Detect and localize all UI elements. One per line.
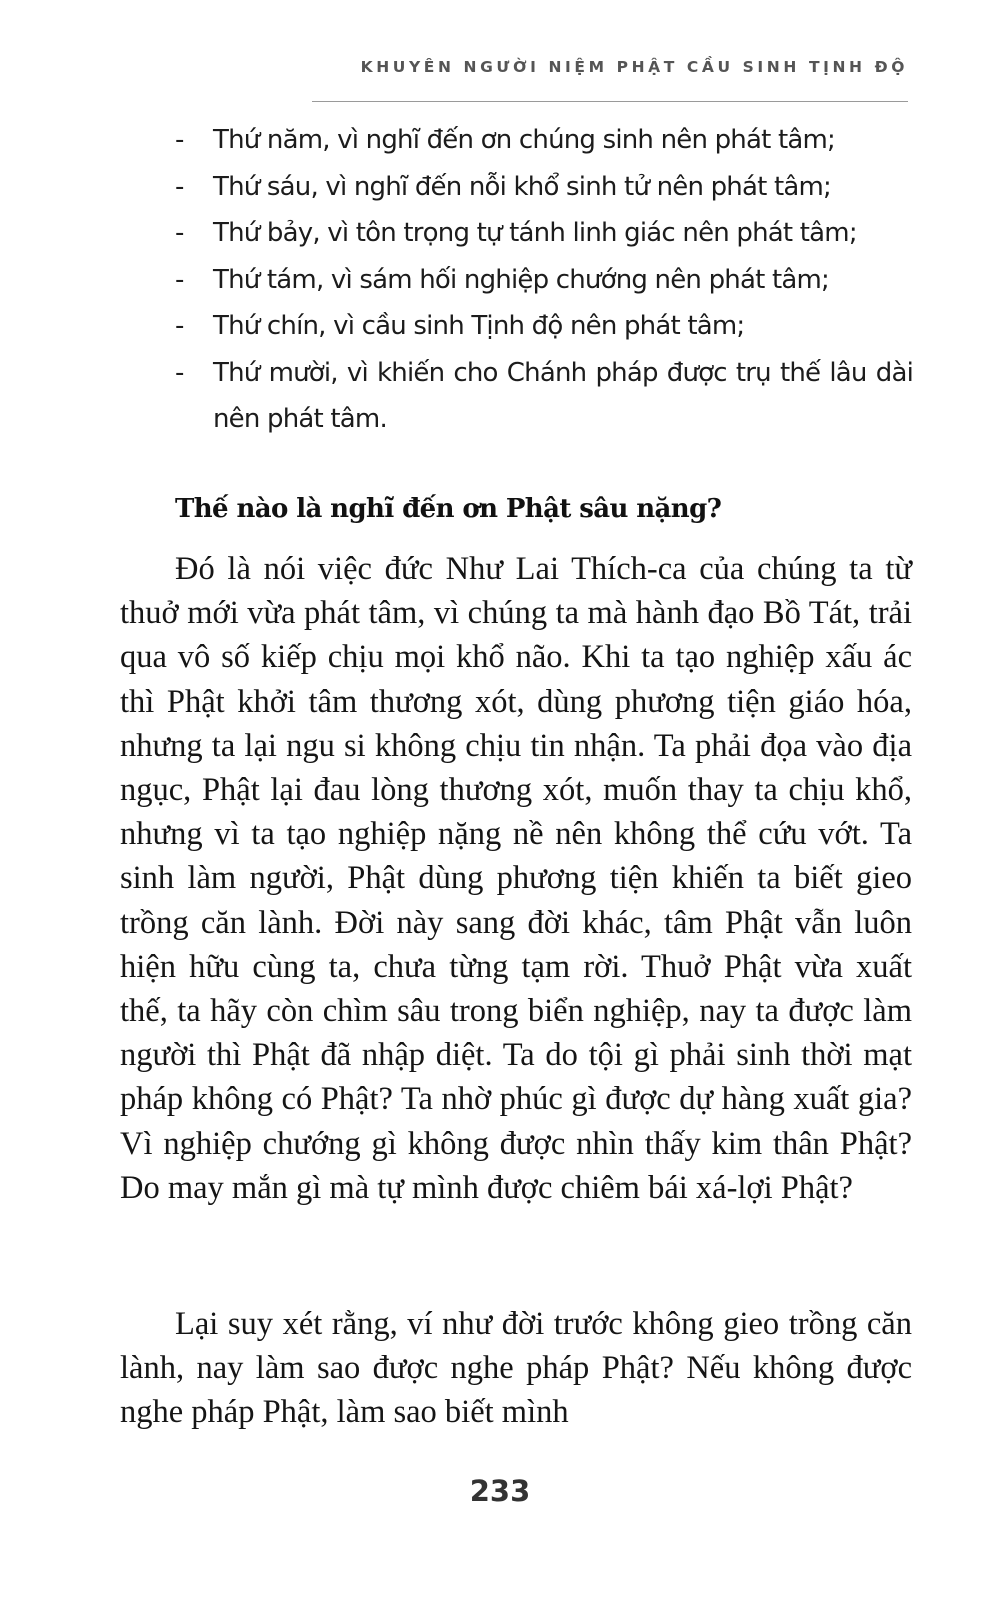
body-paragraph: Lại suy xét rằng, ví như đời trước không gieo trồng căn lành, nay làm sao được nghe pháp Phật? Nếu không được nghe pháp Phật, làm sao biết mình <box>120 1306 912 1431</box>
page-number: 233 <box>469 1474 531 1508</box>
list-item-text: Thứ bảy, vì tôn trọng tự tánh linh giác nên phát tâm; <box>213 218 857 248</box>
list-dash: - <box>175 171 184 202</box>
list-item <box>175 210 913 257</box>
list-item-text: Thứ năm, vì nghĩ đến ơn chúng sinh nên phát tâm; <box>213 125 835 155</box>
list-dash: - <box>175 357 184 388</box>
list-item <box>175 117 913 164</box>
bullet-list <box>175 117 913 443</box>
list-item <box>175 350 913 443</box>
list-item-text: Thứ sáu, vì nghĩ đến nỗi khổ sinh tử nên phát tâm; <box>213 171 831 202</box>
list-item <box>175 164 913 211</box>
list-item <box>175 303 913 350</box>
body-paragraph: Đó là nói việc đức Như Lai Thích-ca của chúng ta từ thuở mới vừa phát tâm, vì chúng ta mà hành đạo Bồ Tát, trải qua vô số kiếp chịu mọi khổ não. Khi ta tạo nghiệp xấu ác thì Phật khởi tâm thương xót, dùng phương tiện giáo hóa, nhưng ta lại ngu si không chịu tin nhận. Ta phải đọa vào địa ngục, Phật lại đau lòng thương xót, muốn thay ta chịu khổ, nhưng vì ta tạo nghiệp nặng nề nên không thể cứu vớt. Ta sinh làm người, Phật dùng phương tiện khiến ta biết gieo trồng căn lành. Đời này sang đời khác, tâm Phật vẫn luôn hiện hữu cùng ta, chưa từng tạm rời. Thuở Phật vừa xuất thế, ta hãy còn chìm sâu trong biển nghiệp, nay ta được làm người thì Phật đã nhập diệt. Ta do tội gì phải sinh thời mạt pháp không có Phật? Ta nhờ phúc gì được dự hàng xuất gia? Vì nghiệp chướng gì không được nhìn thấy kim thân Phật? Do may mắn gì mà tự mình được chiêm bái xá-lợi Phật? <box>120 551 912 1206</box>
list-dash: - <box>175 218 184 248</box>
list-item-text: Thứ chín, vì cầu sinh Tịnh độ nên phát tâm; <box>213 311 745 341</box>
list-dash: - <box>175 264 184 295</box>
list-dash: - <box>175 311 184 341</box>
running-header: KHUYÊN NGƯỜI NIỆM PHẬT CẦU SINH TỊNH ĐỘ <box>360 58 908 76</box>
list-dash: - <box>175 125 184 155</box>
list-item-text: Thứ tám, vì sám hối nghiệp chướng nên phát tâm; <box>213 264 829 295</box>
list-item <box>175 257 913 304</box>
list-item-text: Thứ mười, vì khiến cho Chánh pháp được trụ thế lâu dài nên phát tâm. <box>213 357 913 434</box>
section-heading: Thế nào là nghĩ đến ơn Phật sâu nặng? <box>175 494 722 524</box>
header-rule <box>312 101 908 102</box>
